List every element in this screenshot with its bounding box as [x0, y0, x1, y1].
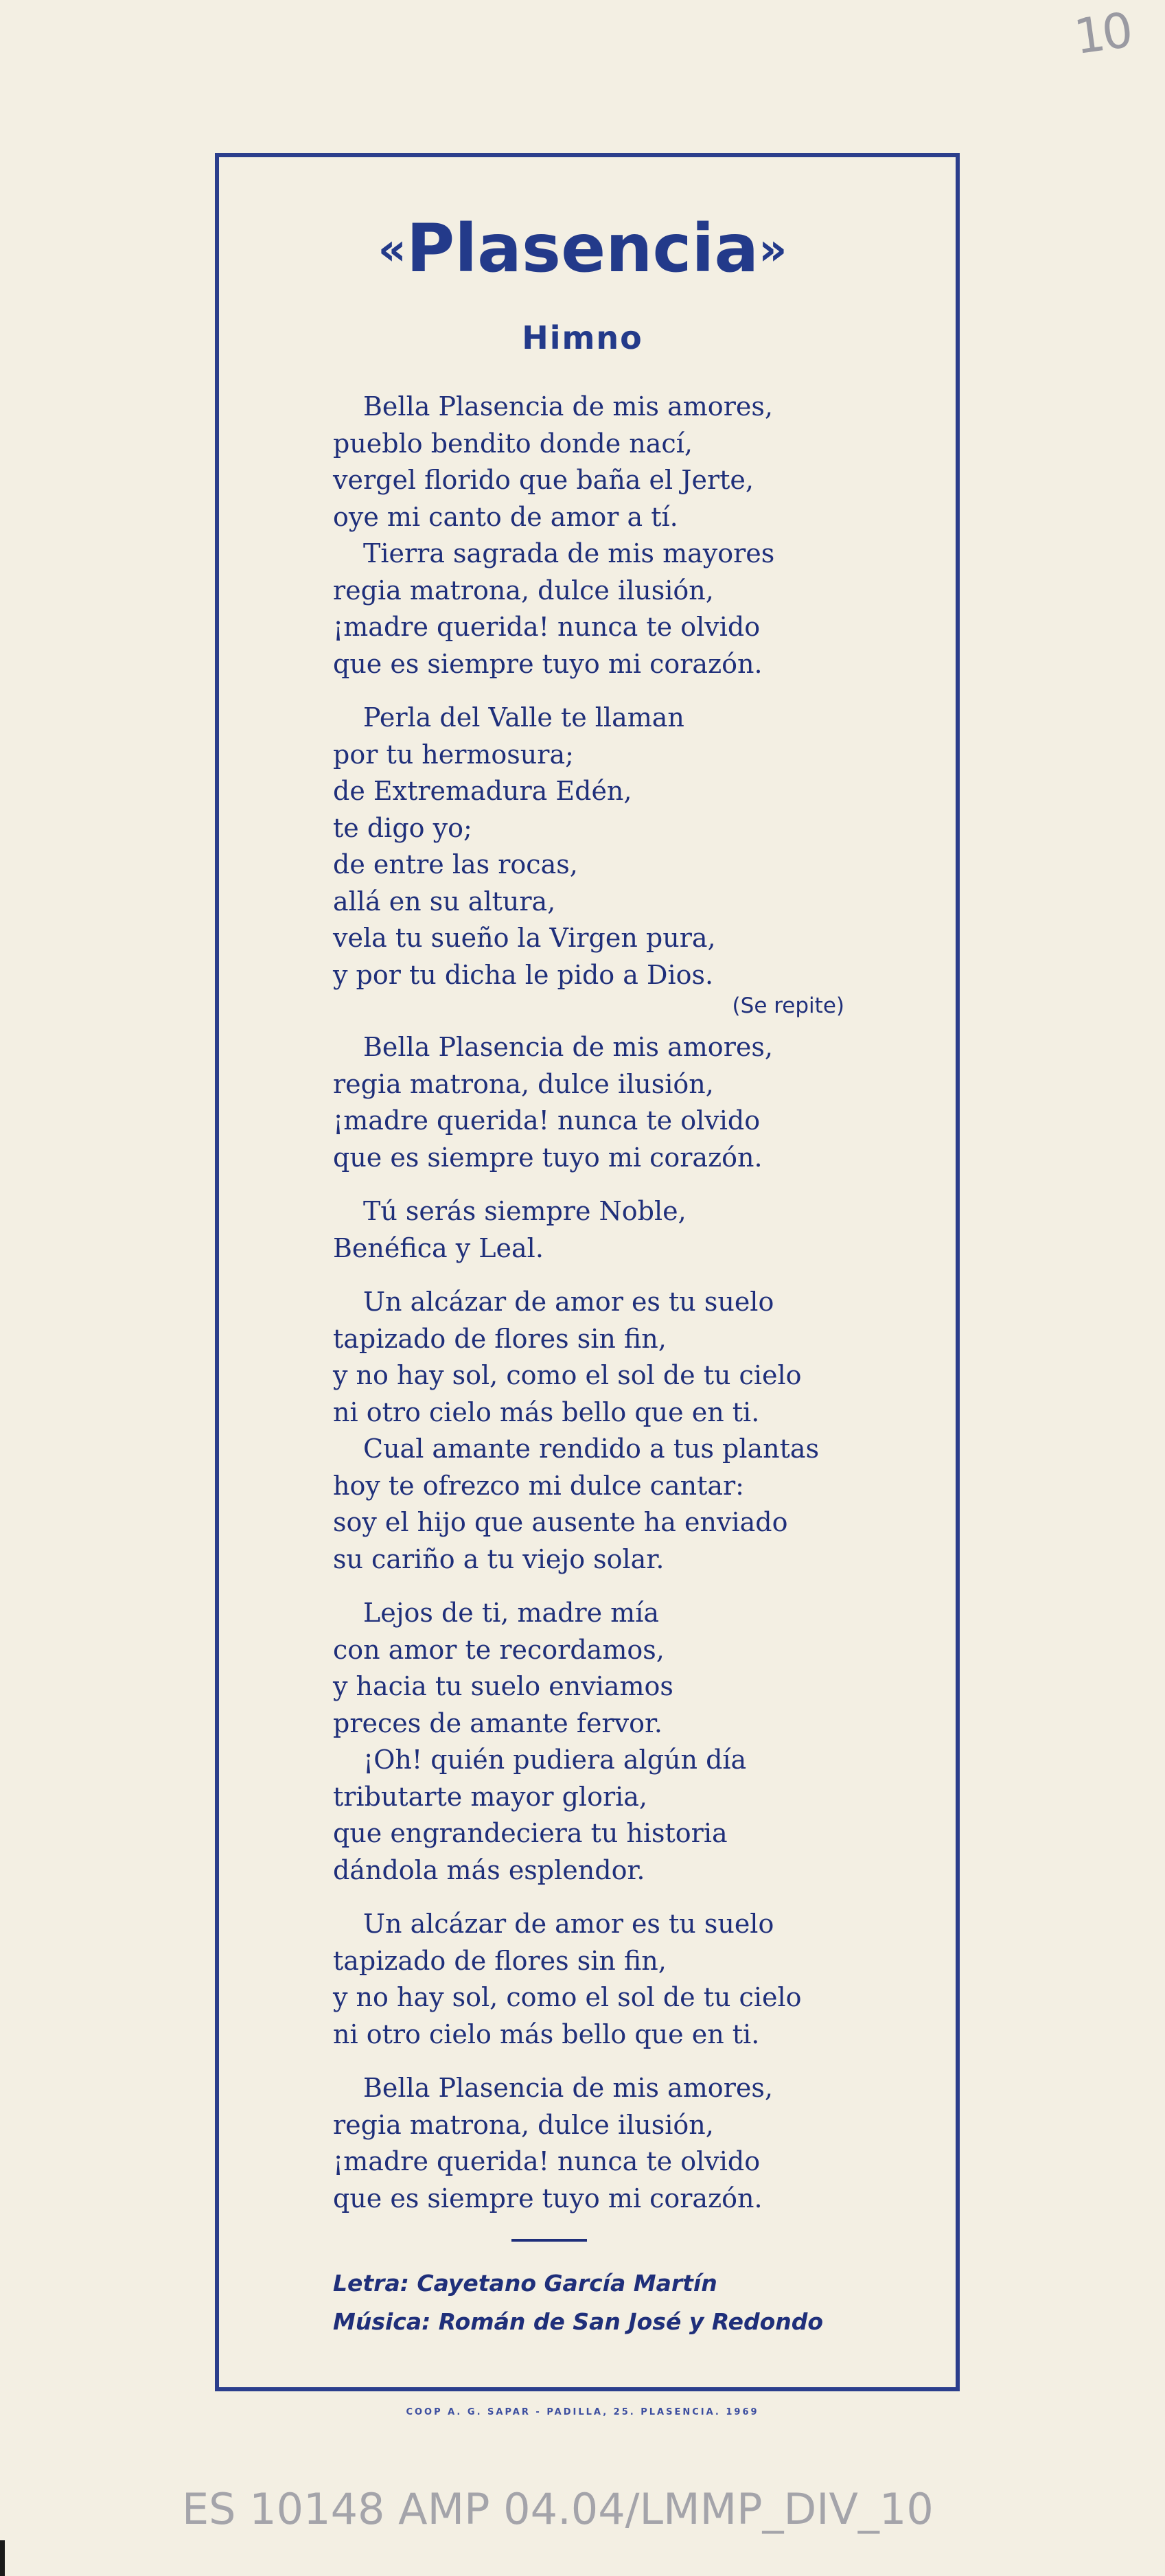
verse-line: que es siempre tuyo mi corazón. [333, 648, 763, 679]
credits-block [333, 2264, 823, 2341]
verse-line: vergel florido que baña el Jerte, [333, 465, 754, 495]
verse-line: Tú serás siempre Noble, [363, 1196, 687, 1226]
title-text: Plasencia [406, 210, 759, 287]
verse-line: tapizado de flores sin fin, [333, 1323, 667, 1354]
verse-line: hoy te ofrezco mi dulce cantar: [333, 1470, 744, 1501]
verse-line: ¡madre querida! nunca te olvido [333, 612, 761, 642]
verse-line: ¡madre querida! nunca te olvido [333, 1105, 761, 1136]
verse-line: ni otro cielo más bello que en ti. [333, 2019, 760, 2049]
verse-line: tributarte mayor gloria, [333, 1781, 648, 1812]
verse-line: y no hay sol, como el sol de tu cielo [333, 1982, 802, 2012]
lyrics-credit: Letra: Cayetano García Martín [333, 2270, 717, 2297]
verse-line: y hacia tu suelo enviamos [333, 1671, 673, 1701]
verse-line: dándola más esplendor. [333, 1854, 645, 1885]
verse-line: Bella Plasencia de mis amores, [363, 391, 773, 422]
document-subtitle: Himno [522, 319, 643, 356]
verse-line: de Extremadura Edén, [333, 776, 632, 806]
scan-edge-mark [0, 2540, 5, 2576]
verse-line: Bella Plasencia de mis amores, [363, 1032, 773, 1062]
hymn-lyrics [333, 389, 896, 2234]
verse-line: Bella Plasencia de mis amores, [363, 2073, 773, 2103]
underline-mark [511, 2239, 587, 2242]
title-close-quote: » [759, 225, 787, 275]
verse-line: Tierra sagrada de mis mayores [363, 538, 775, 568]
verse-line: regia matrona, dulce ilusión, [333, 575, 714, 606]
verse-line: que es siempre tuyo mi corazón. [333, 1142, 763, 1173]
verse-line: regia matrona, dulce ilusión, [333, 1068, 714, 1099]
verse-line: pueblo bendito donde nací, [333, 428, 693, 459]
verse-line: soy el hijo que ausente ha enviado [333, 1507, 788, 1537]
stanza [333, 1284, 896, 1578]
verse-line: oye mi canto de amor a tí. [333, 501, 678, 532]
verse-line: Un alcázar de amor es tu suelo [363, 1909, 774, 1939]
verse-line: ¡Oh! quién pudiera algún día [363, 1745, 747, 1775]
verse-line: ¡madre querida! nunca te olvido [333, 2146, 761, 2176]
verse-line: preces de amante fervor. [333, 1707, 663, 1738]
stanza [333, 389, 896, 682]
verse-line: Perla del Valle te llaman [363, 702, 684, 733]
verse-line: te digo yo; [333, 812, 472, 843]
verse-line: por tu hermosura; [333, 739, 574, 770]
stanza [333, 1029, 896, 1176]
verse-line: regia matrona, dulce ilusión, [333, 2109, 714, 2140]
verse-line: que es siempre tuyo mi corazón. [333, 2183, 763, 2213]
music-credit: Música: Román de San José y Redondo [333, 2308, 824, 2335]
stanza [333, 1193, 896, 1267]
stanza [333, 1595, 896, 1889]
verse-line: de entre las rocas, [333, 849, 578, 879]
verse-line: con amor te recordamos, [333, 1634, 665, 1665]
verse-line: Lejos de ti, madre mía [363, 1598, 660, 1628]
stanza [333, 2070, 896, 2217]
title-open-quote: « [378, 225, 406, 275]
verse-line: tapizado de flores sin fin, [333, 1945, 667, 1976]
document-title [0, 210, 1165, 287]
verse-line: su cariño a tu viejo solar. [333, 1543, 665, 1574]
verse-line: ni otro cielo más bello que en ti. [333, 1396, 760, 1427]
stanza [333, 700, 896, 993]
verse-line: Cual amante rendido a tus plantas [363, 1434, 820, 1464]
verse-line: Benéfica y Leal. [333, 1232, 544, 1263]
verse-line: y por tu dicha le pido a Dios. [333, 959, 714, 990]
archive-reference-label: ES 10148 AMP 04.04/LMMP_DIV_10 [182, 2484, 934, 2534]
verse-line: allá en su altura, [333, 886, 556, 917]
repeat-note: (Se repite) [732, 993, 844, 1018]
verse-line: Un alcázar de amor es tu suelo [363, 1287, 774, 1317]
verse-line: vela tu sueño la Virgen pura, [333, 923, 716, 953]
stanza [333, 1906, 896, 2053]
printer-imprint: COOP A. G. SAPAR - PADILLA, 25. PLASENCIA. 1969 [406, 2407, 759, 2417]
verse-line: y no hay sol, como el sol de tu cielo [333, 1360, 802, 1390]
verse-line: que engrandeciera tu historia [333, 1818, 728, 1848]
handwritten-page-number: 10 [1070, 1, 1134, 66]
